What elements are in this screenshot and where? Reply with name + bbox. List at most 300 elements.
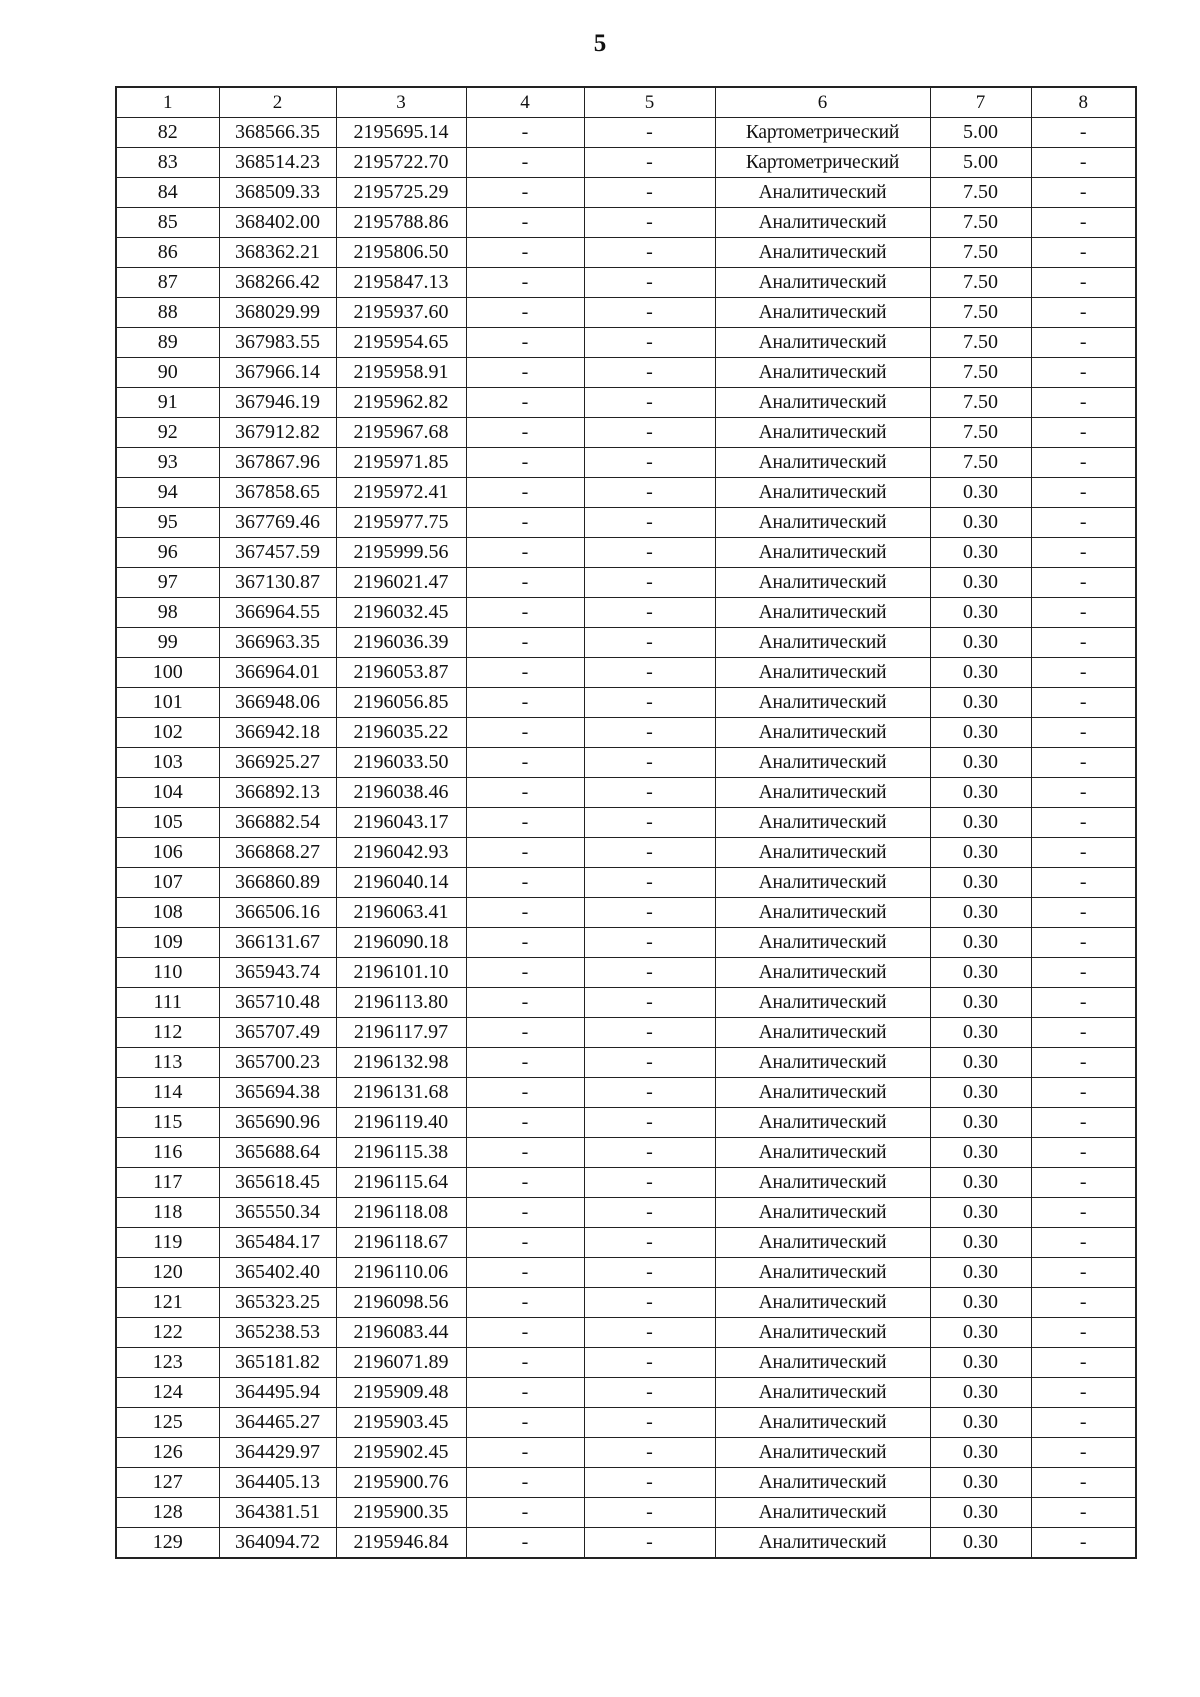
method-cell: Аналитический [715, 1078, 930, 1108]
x-coordinate-cell: 366131.67 [219, 928, 336, 958]
col5-cell: - [584, 958, 715, 988]
y-coordinate-cell: 2196113.80 [336, 988, 466, 1018]
y-coordinate-cell: 2195971.85 [336, 448, 466, 478]
accuracy-cell: 7.50 [930, 268, 1031, 298]
accuracy-cell: 7.50 [930, 328, 1031, 358]
method-cell: Аналитический [715, 1138, 930, 1168]
method-cell: Аналитический [715, 508, 930, 538]
method-cell: Аналитический [715, 1378, 930, 1408]
accuracy-cell: 7.50 [930, 238, 1031, 268]
table-row [116, 448, 1136, 478]
method-cell: Аналитический [715, 688, 930, 718]
method-cell: Аналитический [715, 178, 930, 208]
y-coordinate-cell: 2196119.40 [336, 1108, 466, 1138]
x-coordinate-cell: 365181.82 [219, 1348, 336, 1378]
col4-cell: - [466, 1498, 584, 1528]
table-row [116, 298, 1136, 328]
col5-cell: - [584, 358, 715, 388]
accuracy-cell: 0.30 [930, 1078, 1031, 1108]
point-number-cell: 118 [116, 1198, 219, 1228]
col4-cell: - [466, 328, 584, 358]
method-cell: Аналитический [715, 298, 930, 328]
method-cell: Аналитический [715, 718, 930, 748]
x-coordinate-cell: 368509.33 [219, 178, 336, 208]
table-row [116, 268, 1136, 298]
table-row [116, 1408, 1136, 1438]
col4-cell: - [466, 838, 584, 868]
accuracy-cell: 5.00 [930, 148, 1031, 178]
x-coordinate-cell: 365323.25 [219, 1288, 336, 1318]
method-cell: Аналитический [715, 1528, 930, 1559]
point-number-cell: 112 [116, 1018, 219, 1048]
table-row [116, 568, 1136, 598]
method-cell: Аналитический [715, 658, 930, 688]
method-cell: Аналитический [715, 988, 930, 1018]
accuracy-cell: 0.30 [930, 1018, 1031, 1048]
col8-cell: - [1031, 718, 1136, 748]
col5-cell: - [584, 1048, 715, 1078]
accuracy-cell: 5.00 [930, 118, 1031, 148]
method-cell: Аналитический [715, 268, 930, 298]
table-row [116, 688, 1136, 718]
col4-cell: - [466, 538, 584, 568]
col4-cell: - [466, 658, 584, 688]
table-row [116, 148, 1136, 178]
col8-cell: - [1031, 1198, 1136, 1228]
col4-cell: - [466, 268, 584, 298]
table-row [116, 1078, 1136, 1108]
y-coordinate-cell: 2196131.68 [336, 1078, 466, 1108]
col8-cell: - [1031, 1468, 1136, 1498]
accuracy-cell: 0.30 [930, 478, 1031, 508]
method-cell: Аналитический [715, 478, 930, 508]
x-coordinate-cell: 365402.40 [219, 1258, 336, 1288]
accuracy-cell: 0.30 [930, 658, 1031, 688]
point-number-cell: 99 [116, 628, 219, 658]
point-number-cell: 127 [116, 1468, 219, 1498]
col5-cell: - [584, 778, 715, 808]
method-cell: Аналитический [715, 358, 930, 388]
col8-cell: - [1031, 1258, 1136, 1288]
method-cell: Картометрический [715, 118, 930, 148]
col8-cell: - [1031, 1528, 1136, 1559]
col5-cell: - [584, 298, 715, 328]
point-number-cell: 91 [116, 388, 219, 418]
col4-cell: - [466, 1018, 584, 1048]
method-cell: Аналитический [715, 538, 930, 568]
table-header-row [116, 87, 1136, 118]
point-number-cell: 85 [116, 208, 219, 238]
table-row [116, 838, 1136, 868]
col5-cell: - [584, 898, 715, 928]
x-coordinate-cell: 367130.87 [219, 568, 336, 598]
x-coordinate-cell: 367912.82 [219, 418, 336, 448]
table-row [116, 358, 1136, 388]
x-coordinate-cell: 368402.00 [219, 208, 336, 238]
method-cell: Аналитический [715, 1168, 930, 1198]
y-coordinate-cell: 2195937.60 [336, 298, 466, 328]
y-coordinate-cell: 2195806.50 [336, 238, 466, 268]
accuracy-cell: 7.50 [930, 358, 1031, 388]
col4-cell: - [466, 508, 584, 538]
method-cell: Аналитический [715, 448, 930, 478]
point-number-cell: 102 [116, 718, 219, 748]
table-row [116, 1198, 1136, 1228]
col8-cell: - [1031, 868, 1136, 898]
col4-cell: - [466, 178, 584, 208]
x-coordinate-cell: 365943.74 [219, 958, 336, 988]
col8-cell: - [1031, 418, 1136, 448]
y-coordinate-cell: 2196042.93 [336, 838, 466, 868]
y-coordinate-cell: 2196083.44 [336, 1318, 466, 1348]
method-cell: Аналитический [715, 1018, 930, 1048]
col4-cell: - [466, 1438, 584, 1468]
accuracy-cell: 7.50 [930, 388, 1031, 418]
point-number-cell: 113 [116, 1048, 219, 1078]
table-row [116, 1018, 1136, 1048]
point-number-cell: 124 [116, 1378, 219, 1408]
y-coordinate-cell: 2195725.29 [336, 178, 466, 208]
accuracy-cell: 0.30 [930, 868, 1031, 898]
col8-cell: - [1031, 838, 1136, 868]
col5-cell: - [584, 478, 715, 508]
x-coordinate-cell: 368029.99 [219, 298, 336, 328]
table-row [116, 1228, 1136, 1258]
method-cell: Аналитический [715, 568, 930, 598]
col8-cell: - [1031, 328, 1136, 358]
method-cell: Аналитический [715, 1198, 930, 1228]
col4-cell: - [466, 238, 584, 268]
table-row [116, 478, 1136, 508]
y-coordinate-cell: 2196053.87 [336, 658, 466, 688]
x-coordinate-cell: 368266.42 [219, 268, 336, 298]
point-number-cell: 90 [116, 358, 219, 388]
col5-cell: - [584, 1288, 715, 1318]
x-coordinate-cell: 366506.16 [219, 898, 336, 928]
point-number-cell: 100 [116, 658, 219, 688]
col8-cell: - [1031, 1018, 1136, 1048]
table-row [116, 778, 1136, 808]
col8-cell: - [1031, 928, 1136, 958]
method-cell: Аналитический [715, 1048, 930, 1078]
col4-cell: - [466, 208, 584, 238]
col4-cell: - [466, 1168, 584, 1198]
col8-cell: - [1031, 1168, 1136, 1198]
table-row [116, 1048, 1136, 1078]
x-coordinate-cell: 366964.01 [219, 658, 336, 688]
table-row [116, 1468, 1136, 1498]
col4-cell: - [466, 1078, 584, 1108]
y-coordinate-cell: 2196033.50 [336, 748, 466, 778]
col4-cell: - [466, 148, 584, 178]
table-row [116, 988, 1136, 1018]
col8-cell: - [1031, 178, 1136, 208]
col4-cell: - [466, 1318, 584, 1348]
x-coordinate-cell: 368514.23 [219, 148, 336, 178]
col5-cell: - [584, 1138, 715, 1168]
y-coordinate-cell: 2195900.35 [336, 1498, 466, 1528]
accuracy-cell: 0.30 [930, 1258, 1031, 1288]
col8-cell: - [1031, 1138, 1136, 1168]
point-number-cell: 121 [116, 1288, 219, 1318]
point-number-cell: 103 [116, 748, 219, 778]
col4-cell: - [466, 1468, 584, 1498]
x-coordinate-cell: 365700.23 [219, 1048, 336, 1078]
col5-cell: - [584, 1408, 715, 1438]
col8-cell: - [1031, 1228, 1136, 1258]
accuracy-cell: 0.30 [930, 598, 1031, 628]
point-number-cell: 84 [116, 178, 219, 208]
x-coordinate-cell: 366964.55 [219, 598, 336, 628]
point-number-cell: 114 [116, 1078, 219, 1108]
y-coordinate-cell: 2196101.10 [336, 958, 466, 988]
method-cell: Аналитический [715, 1408, 930, 1438]
y-coordinate-cell: 2196056.85 [336, 688, 466, 718]
col5-cell: - [584, 688, 715, 718]
x-coordinate-cell: 365694.38 [219, 1078, 336, 1108]
point-number-cell: 83 [116, 148, 219, 178]
table-row [116, 1378, 1136, 1408]
col8-cell: - [1031, 808, 1136, 838]
point-number-cell: 82 [116, 118, 219, 148]
method-cell: Аналитический [715, 1258, 930, 1288]
col4-cell: - [466, 568, 584, 598]
col8-cell: - [1031, 358, 1136, 388]
table-row [116, 898, 1136, 928]
method-cell: Аналитический [715, 868, 930, 898]
col4-cell: - [466, 1228, 584, 1258]
table-row [116, 628, 1136, 658]
table-row [116, 508, 1136, 538]
col4-cell: - [466, 928, 584, 958]
point-number-cell: 115 [116, 1108, 219, 1138]
table-row [116, 658, 1136, 688]
point-number-cell: 89 [116, 328, 219, 358]
x-coordinate-cell: 364465.27 [219, 1408, 336, 1438]
table-row [116, 328, 1136, 358]
x-coordinate-cell: 367983.55 [219, 328, 336, 358]
col8-cell: - [1031, 148, 1136, 178]
point-number-cell: 120 [116, 1258, 219, 1288]
col5-cell: - [584, 598, 715, 628]
col4-cell: - [466, 898, 584, 928]
x-coordinate-cell: 366892.13 [219, 778, 336, 808]
col5-cell: - [584, 418, 715, 448]
point-number-cell: 97 [116, 568, 219, 598]
x-coordinate-cell: 365688.64 [219, 1138, 336, 1168]
y-coordinate-cell: 2196090.18 [336, 928, 466, 958]
x-coordinate-cell: 366882.54 [219, 808, 336, 838]
y-coordinate-cell: 2195903.45 [336, 1408, 466, 1438]
col8-cell: - [1031, 958, 1136, 988]
col4-cell: - [466, 1348, 584, 1378]
y-coordinate-cell: 2195847.13 [336, 268, 466, 298]
point-number-cell: 123 [116, 1348, 219, 1378]
col5-cell: - [584, 1528, 715, 1559]
x-coordinate-cell: 366868.27 [219, 838, 336, 868]
col4-cell: - [466, 478, 584, 508]
col4-cell: - [466, 418, 584, 448]
col8-cell: - [1031, 238, 1136, 268]
table-row [116, 1318, 1136, 1348]
accuracy-cell: 0.30 [930, 778, 1031, 808]
point-number-cell: 88 [116, 298, 219, 328]
col8-cell: - [1031, 1318, 1136, 1348]
method-cell: Аналитический [715, 778, 930, 808]
method-cell: Аналитический [715, 388, 930, 418]
col8-cell: - [1031, 118, 1136, 148]
col5-cell: - [584, 1468, 715, 1498]
point-number-cell: 119 [116, 1228, 219, 1258]
y-coordinate-cell: 2195722.70 [336, 148, 466, 178]
col5-cell: - [584, 1498, 715, 1528]
accuracy-cell: 0.30 [930, 898, 1031, 928]
method-cell: Аналитический [715, 1288, 930, 1318]
col8-cell: - [1031, 658, 1136, 688]
method-cell: Аналитический [715, 1498, 930, 1528]
accuracy-cell: 7.50 [930, 448, 1031, 478]
table-row [116, 1168, 1136, 1198]
point-number-cell: 86 [116, 238, 219, 268]
col8-cell: - [1031, 898, 1136, 928]
y-coordinate-cell: 2195962.82 [336, 388, 466, 418]
col5-cell: - [584, 988, 715, 1018]
col8-cell: - [1031, 388, 1136, 418]
y-coordinate-cell: 2196071.89 [336, 1348, 466, 1378]
col8-cell: - [1031, 298, 1136, 328]
col8-cell: - [1031, 1108, 1136, 1138]
x-coordinate-cell: 364405.13 [219, 1468, 336, 1498]
col4-cell: - [466, 1198, 584, 1228]
accuracy-cell: 0.30 [930, 1138, 1031, 1168]
column-header-4: 4 [466, 87, 584, 118]
method-cell: Аналитический [715, 328, 930, 358]
method-cell: Аналитический [715, 958, 930, 988]
table-row [116, 808, 1136, 838]
table-row [116, 1288, 1136, 1318]
accuracy-cell: 0.30 [930, 1498, 1031, 1528]
x-coordinate-cell: 366942.18 [219, 718, 336, 748]
y-coordinate-cell: 2196038.46 [336, 778, 466, 808]
table-row [116, 1528, 1136, 1559]
y-coordinate-cell: 2196110.06 [336, 1258, 466, 1288]
accuracy-cell: 0.30 [930, 808, 1031, 838]
accuracy-cell: 0.30 [930, 1468, 1031, 1498]
accuracy-cell: 0.30 [930, 1288, 1031, 1318]
point-number-cell: 95 [116, 508, 219, 538]
column-header-2: 2 [219, 87, 336, 118]
col4-cell: - [466, 388, 584, 418]
method-cell: Аналитический [715, 1108, 930, 1138]
col8-cell: - [1031, 1438, 1136, 1468]
x-coordinate-cell: 365238.53 [219, 1318, 336, 1348]
col5-cell: - [584, 448, 715, 478]
point-number-cell: 108 [116, 898, 219, 928]
col5-cell: - [584, 838, 715, 868]
y-coordinate-cell: 2196040.14 [336, 868, 466, 898]
col5-cell: - [584, 1438, 715, 1468]
y-coordinate-cell: 2196118.67 [336, 1228, 466, 1258]
point-number-cell: 110 [116, 958, 219, 988]
x-coordinate-cell: 365707.49 [219, 1018, 336, 1048]
y-coordinate-cell: 2196063.41 [336, 898, 466, 928]
method-cell: Аналитический [715, 208, 930, 238]
accuracy-cell: 0.30 [930, 568, 1031, 598]
x-coordinate-cell: 366925.27 [219, 748, 336, 778]
col5-cell: - [584, 238, 715, 268]
method-cell: Аналитический [715, 748, 930, 778]
x-coordinate-cell: 367966.14 [219, 358, 336, 388]
table-row [116, 118, 1136, 148]
table-row [116, 1108, 1136, 1138]
x-coordinate-cell: 366860.89 [219, 868, 336, 898]
col4-cell: - [466, 448, 584, 478]
col4-cell: - [466, 1138, 584, 1168]
col4-cell: - [466, 868, 584, 898]
col5-cell: - [584, 1258, 715, 1288]
col5-cell: - [584, 1348, 715, 1378]
y-coordinate-cell: 2195954.65 [336, 328, 466, 358]
table-row [116, 1348, 1136, 1378]
point-number-cell: 125 [116, 1408, 219, 1438]
col8-cell: - [1031, 1498, 1136, 1528]
col5-cell: - [584, 718, 715, 748]
method-cell: Аналитический [715, 1318, 930, 1348]
col4-cell: - [466, 118, 584, 148]
col8-cell: - [1031, 988, 1136, 1018]
y-coordinate-cell: 2196098.56 [336, 1288, 466, 1318]
col4-cell: - [466, 688, 584, 718]
y-coordinate-cell: 2196032.45 [336, 598, 466, 628]
col4-cell: - [466, 598, 584, 628]
col5-cell: - [584, 568, 715, 598]
col5-cell: - [584, 1378, 715, 1408]
x-coordinate-cell: 364495.94 [219, 1378, 336, 1408]
col5-cell: - [584, 1228, 715, 1258]
col8-cell: - [1031, 448, 1136, 478]
accuracy-cell: 0.30 [930, 748, 1031, 778]
table-row [116, 958, 1136, 988]
col5-cell: - [584, 268, 715, 298]
col5-cell: - [584, 928, 715, 958]
col5-cell: - [584, 808, 715, 838]
accuracy-cell: 0.30 [930, 1438, 1031, 1468]
accuracy-cell: 0.30 [930, 1408, 1031, 1438]
x-coordinate-cell: 368566.35 [219, 118, 336, 148]
col5-cell: - [584, 1198, 715, 1228]
y-coordinate-cell: 2196117.97 [336, 1018, 466, 1048]
accuracy-cell: 0.30 [930, 1378, 1031, 1408]
method-cell: Аналитический [715, 628, 930, 658]
col5-cell: - [584, 868, 715, 898]
accuracy-cell: 0.30 [930, 628, 1031, 658]
x-coordinate-cell: 364381.51 [219, 1498, 336, 1528]
method-cell: Аналитический [715, 1348, 930, 1378]
column-header-6: 6 [715, 87, 930, 118]
col4-cell: - [466, 748, 584, 778]
page-number: 5 [593, 30, 607, 57]
column-header-7: 7 [930, 87, 1031, 118]
table-row [116, 208, 1136, 238]
coordinates-table [115, 86, 1137, 1559]
method-cell: Аналитический [715, 1228, 930, 1258]
col5-cell: - [584, 1168, 715, 1198]
table-row [116, 238, 1136, 268]
point-number-cell: 92 [116, 418, 219, 448]
col4-cell: - [466, 778, 584, 808]
col5-cell: - [584, 1318, 715, 1348]
method-cell: Аналитический [715, 238, 930, 268]
